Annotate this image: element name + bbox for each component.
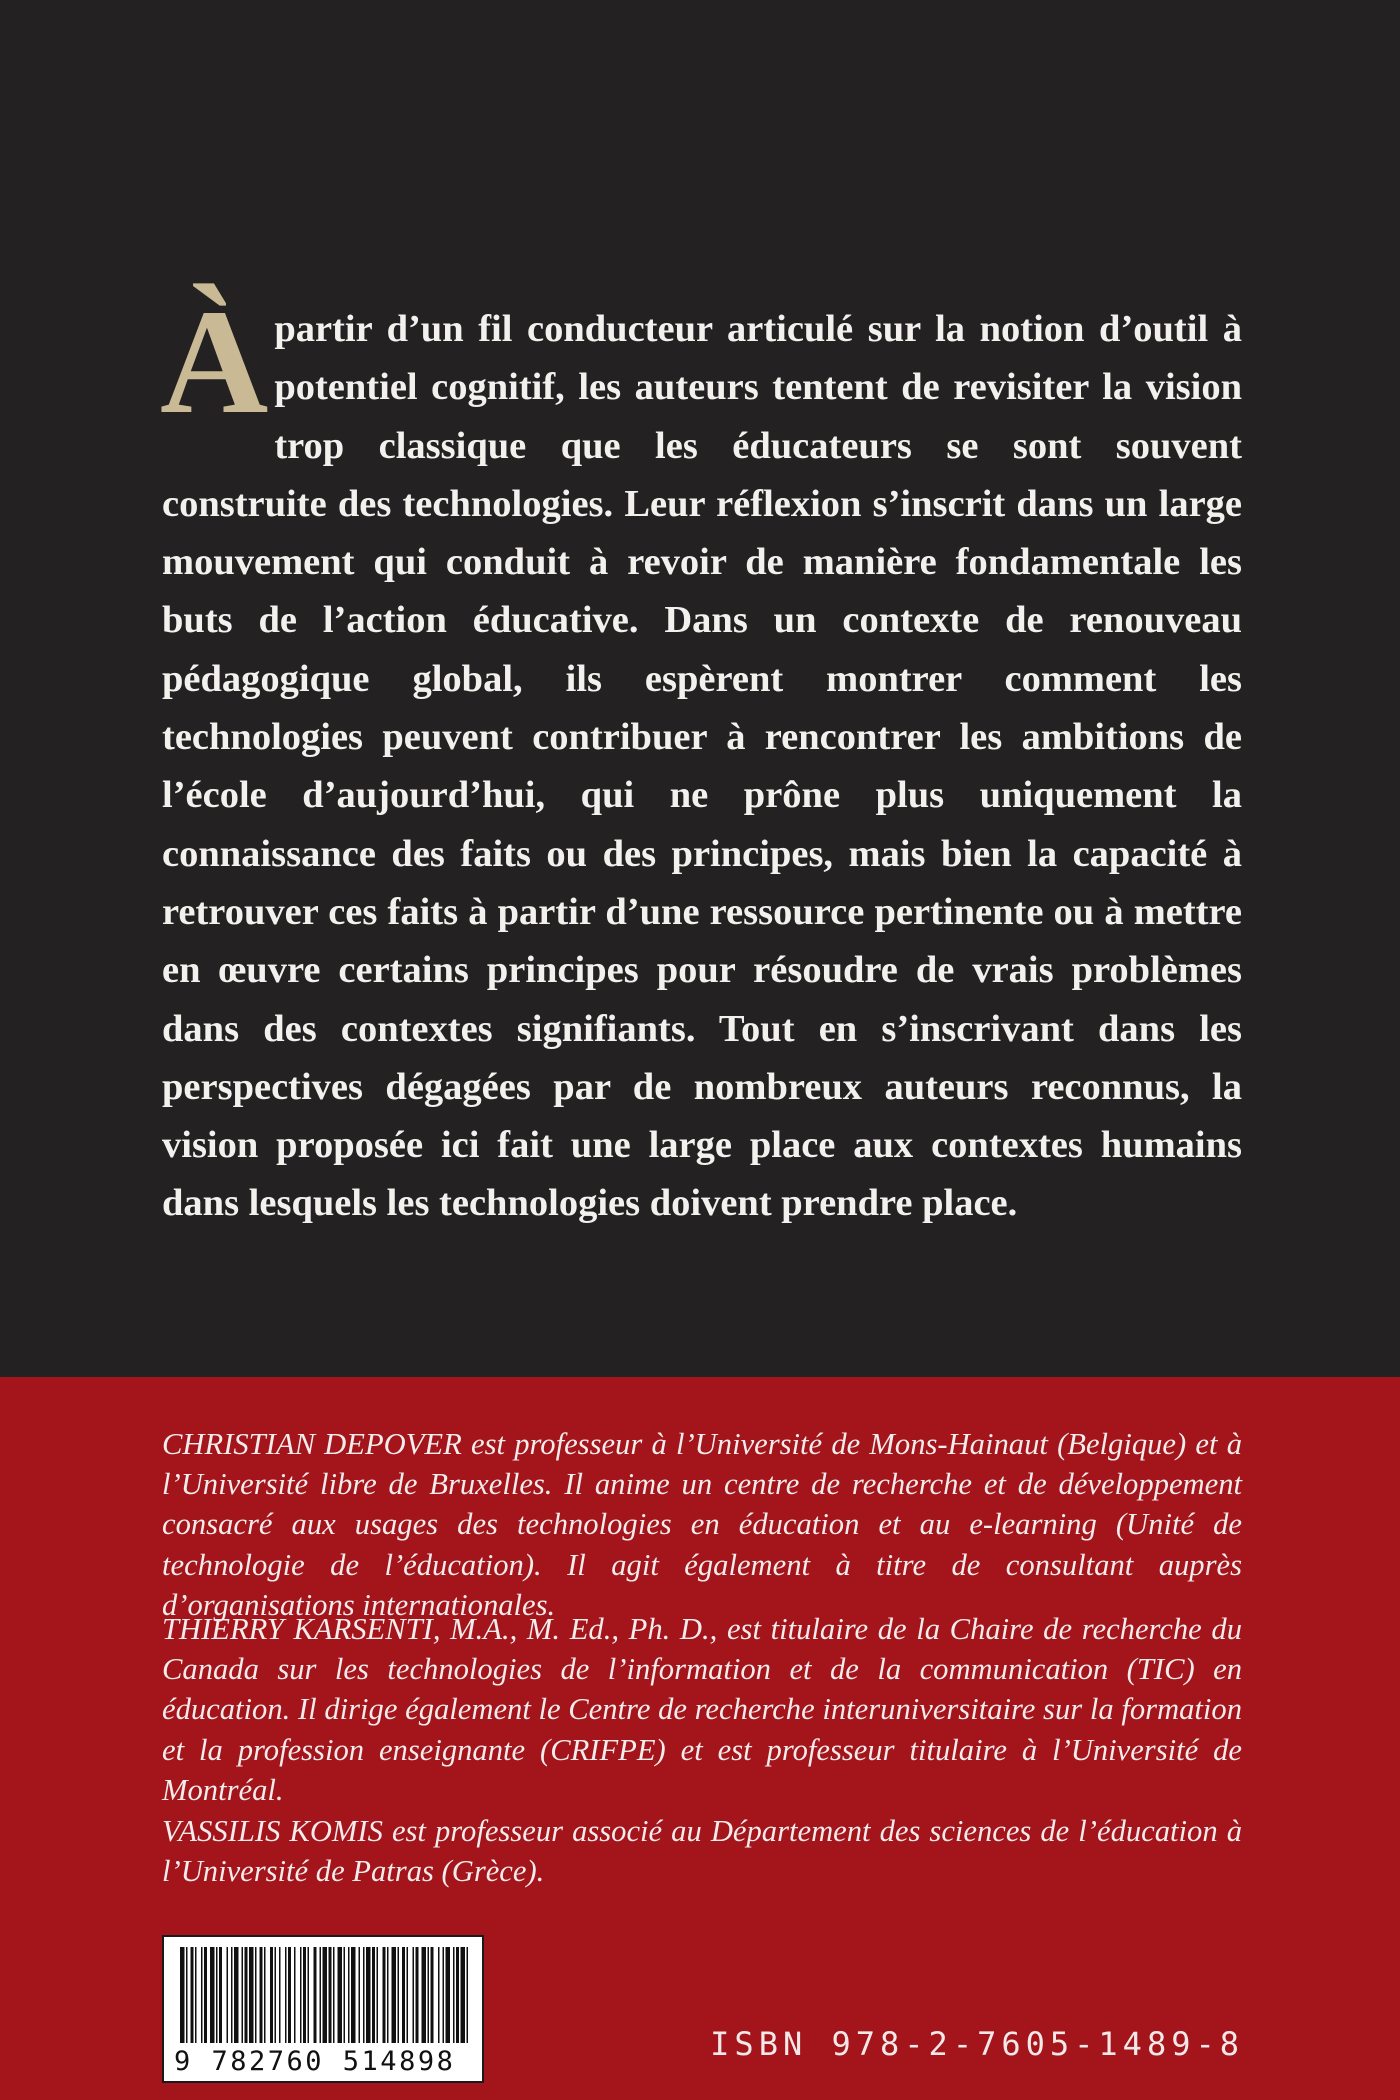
author-bio-karsenti: THIERRY KARSENTI, M.A., M. Ed., Ph. D., est titulaire de la Chaire de recherche du Canada sur les technologies de l’information et de la communication (TIC) en éducation. Il dirige également le Centre de recherche interuniversitaire sur la formation et la profession enseignante (CRIFPE) et est professeur titulaire à l’Université de Montréal. bbox=[162, 1612, 1242, 1807]
barcode-digits: 9 782760 514898 bbox=[174, 2046, 456, 2077]
barcode-bar bbox=[372, 1947, 375, 2043]
drop-cap: À bbox=[160, 279, 269, 445]
barcode-bar bbox=[413, 1947, 415, 2043]
barcode-bar bbox=[260, 1947, 263, 2043]
barcode-bar bbox=[314, 1947, 317, 2043]
barcode-bar bbox=[270, 1947, 273, 2043]
barcode-bar bbox=[338, 1947, 343, 2043]
barcode-bar bbox=[242, 1947, 244, 2043]
barcode-bar bbox=[383, 1947, 386, 2043]
barcode-bar bbox=[344, 1947, 346, 2043]
barcode-bar bbox=[300, 1947, 302, 2043]
barcode-bar bbox=[443, 1947, 445, 2043]
barcode-bar bbox=[195, 1947, 197, 2043]
author-bio-depover: CHRISTIAN DEPOVER est professeur à l’Université de Mons-Hainaut (Belgique) et à l’Université libre de Bruxelles. Il anime un centre de recherche et de développement consacré aux usages des technologies en éducation et au e-learning (Unité de technologie de l’éducation). Il agit également à titre de consultant auprès d’organisations internationales. bbox=[162, 1427, 1242, 1622]
barcode-bar bbox=[191, 1947, 194, 2043]
barcode-bar bbox=[264, 1947, 266, 2043]
barcode-bar bbox=[186, 1947, 188, 2043]
barcode-bar bbox=[323, 1947, 328, 2043]
barcode-bar bbox=[275, 1947, 277, 2043]
barcode-bar bbox=[279, 1947, 281, 2043]
barcode-bar bbox=[387, 1947, 389, 2043]
barcode-bar bbox=[255, 1947, 257, 2043]
author-bio-komis: VASSILIS KOMIS est professeur associé au Département des sciences de l’éducation à l’Université de Patras (Grèce). bbox=[162, 1814, 1242, 1889]
barcode-bar bbox=[231, 1947, 233, 2043]
barcode-bar bbox=[351, 1947, 356, 2043]
barcode-bar bbox=[285, 1947, 287, 2043]
blurb-text: partir d’un fil conducteur articulé sur la notion d’outil à potentiel cognitif, les auteurs tentent de revisiter la vision trop classique que les éducateurs se sont souvent construite des technologies. Leur réflexion s’inscrit dans un large mouvement qui conduit à revoir de manière fondamentale les buts de l’action éducative. Dans un contexte de renouveau pédagogique global, ils espèrent montrer comment les technologies peuvent contribuer à rencontrer les ambitions de l’école d’aujourd’hui, qui ne prône plus uniquement la connaissance des faits ou des principes, mais bien la capacité à retrouver ces faits à partir d’une ressource pertinente ou à mettre en œuvre certains principes pour résoudre de vrais problèmes dans des contextes signifiants. Tout en s’inscrivant dans les perspectives dégagées par de nombreux auteurs reconnus, la vision proposée ici fait une large place aux contextes humains dans lesquels les technologies doivent prendre place. bbox=[162, 308, 1242, 1225]
barcode-bar bbox=[320, 1947, 322, 2043]
barcode-bar bbox=[180, 1947, 185, 2043]
barcode-bar bbox=[216, 1947, 218, 2043]
barcode-bar bbox=[366, 1947, 371, 2043]
barcode-bar bbox=[456, 1947, 459, 2043]
barcode-bar bbox=[348, 1947, 350, 2043]
author-panel bbox=[0, 1377, 1400, 2100]
barcode-bar bbox=[294, 1947, 296, 2043]
barcode bbox=[162, 1935, 484, 2083]
barcode-bar bbox=[249, 1947, 254, 2043]
barcode-bar bbox=[333, 1947, 335, 2043]
barcode-bar bbox=[363, 1947, 365, 2043]
barcode-bar bbox=[308, 1947, 310, 2043]
barcode-bar bbox=[402, 1947, 405, 2043]
barcode-bar bbox=[398, 1947, 400, 2043]
barcode-bar bbox=[438, 1947, 440, 2043]
barcode-bar bbox=[227, 1947, 229, 2043]
barcode-bar bbox=[428, 1947, 430, 2043]
barcode-bar bbox=[288, 1947, 291, 2043]
barcode-bar bbox=[329, 1947, 332, 2043]
barcode-bar bbox=[204, 1947, 207, 2043]
barcode-bar bbox=[377, 1947, 379, 2043]
barcode-bar bbox=[446, 1947, 451, 2043]
barcode-bar bbox=[416, 1947, 419, 2043]
barcode-bar bbox=[422, 1947, 427, 2043]
barcode-bar bbox=[210, 1947, 215, 2043]
isbn-number: ISBN 978-2-7605-1489-8 bbox=[710, 2025, 1244, 2063]
barcode-bar bbox=[467, 1947, 469, 2043]
barcode-bar bbox=[461, 1947, 466, 2043]
barcode-bar bbox=[392, 1947, 397, 2043]
barcode-bar bbox=[359, 1947, 361, 2043]
barcode-bar bbox=[219, 1947, 222, 2043]
barcode-bar bbox=[407, 1947, 409, 2043]
blurb-paragraph bbox=[160, 279, 1242, 1233]
barcode-bar bbox=[201, 1947, 203, 2043]
barcode-bar bbox=[303, 1947, 306, 2043]
barcode-bar bbox=[453, 1947, 455, 2043]
barcode-bar bbox=[431, 1947, 434, 2043]
barcode-bars bbox=[178, 1947, 472, 2043]
barcode-bar bbox=[245, 1947, 248, 2043]
barcode-bar bbox=[234, 1947, 239, 2043]
